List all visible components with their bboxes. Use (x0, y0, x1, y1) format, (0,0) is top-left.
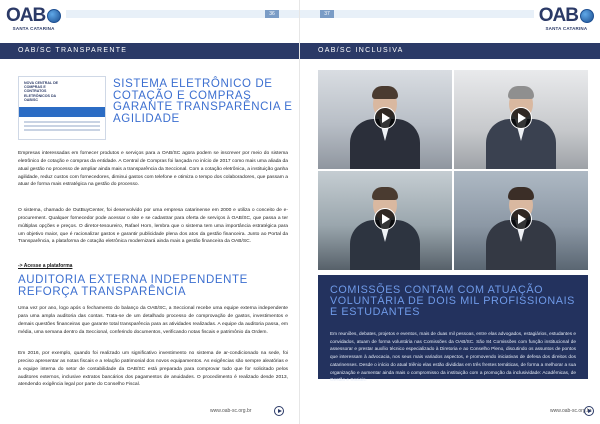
play-button-icon[interactable] (374, 208, 396, 230)
oab-logo (6, 6, 61, 31)
access-platform-link[interactable]: -> Acesse a plataforma (18, 263, 73, 269)
paragraph: Em 2016, por exemplo, quando foi realizado um significativo investimento no sistema de ar-condicionado na sede, foi preciso apresentar as notas fiscais e a relação patrimonial dos novos equipamentos. As exigências são sempre aleatórias e a equipe interna do setor de contabilidade da OAB/SC está preparada para comprovar tudo que for solicitado pelos auditores externos, inclusive extratos bancários dos pagamentos de anuidades. O procedimento é realizado desde 2013, atendendo exigência legal por parte do Conselho Fiscal. (18, 351, 288, 388)
video-thumbnail[interactable] (454, 171, 588, 270)
paragraph: Em reuniões, debates, projetos e eventos, mais de duas mil pessoas, entre elas advogados, estagiários, estudantes e convidados, atuam de forma voluntária nas Comissões da OAB/SC. São 84 Comissões com função institucional de assessorar e prestar auxílio técnico especializado à Diretoria e ao Conselho Pleno, discutindo os assuntos de pontos que interessam à advocacia, nos seus mais variados aspectos, e promovendo iniciativas de defesa dos direitos dos catarinenses. Desde o início do atual triênio elas estão divididas em três frentes temáticas, de forma a melhorar a sua organização e aumentar ainda mais o compromisso da instituição com a promoção da inclusividade: Acadêmicas, de Gestão e Sociais. (330, 331, 576, 383)
article-title: SISTEMA ELETRÔNICO DE COTAÇÃO E COMPRAS GARANTE TRANSPARÊNCIA E AGILIDADE (113, 78, 293, 125)
play-circle-icon[interactable] (584, 406, 594, 416)
video-thumbnail[interactable] (318, 70, 452, 169)
section-label: OAB/SC INCLUSIVA (300, 43, 600, 59)
play-button-icon[interactable] (374, 107, 396, 129)
thumbnail-title: NOVA CENTRAL DE COMPRAS E CONTRATOS ELETRÔNICOS DA OAB/SC (24, 81, 59, 102)
paragraph: O sistema, chamado de OutBuyCenter, foi desenvolvido por uma empresa catarinense em 2000 e utiliza o conceito de e-procurement. Qualquer fornecedor pode acessar o site e se cadastrar para oferta de serviços à OAB/SC, que passa a ter múltiplas opções e preços. O diretor-tesoureiro, Rafael Horn, lembra que o sistema tem uma importância estratégica para um objetivo maior, que é racionalizar gastos e garantir publicidade plena dos atos da gestão financeira. Junto ao Portal da Transparência, a plataforma de cotação eletrônica modernizará ainda mais a gestão financeira da OAB/SC. (18, 208, 288, 245)
footer-url[interactable]: www.oab-sc.org.br (210, 408, 252, 414)
paragraph: Empresas interessadas em fornecer produtos e serviços para a OAB/SC agora podem se inscrever por meio do sistema eletrônico de cotação e compras da entidade. A Central de Compras foi lançada no início de 2017 como mais uma aliada da atual gestão no processo de ampliar ainda mais a transparência da Seccional. Com a cotação eletrônica, a instituição ganha agilidade, reduz custos com fornecedores, diminui gastos com telefone e otimiza o tempo dos colaboradores, que passam a atuar de forma mais estratégica na gestão do processo. (18, 151, 288, 188)
oab-logo (539, 6, 594, 31)
audit-title: AUDITORIA EXTERNA INDEPENDENTE REFORÇA TRANSPARÊNCIA (18, 274, 248, 298)
paragraph: Uma vez por ano, logo após o fechamento do balanço da OAB/SC, a Seccional recebe uma equipe externa independente para uma ampla auditoria das contas. Trata-se de um detalhado processo de comprovação de gastos, investimentos e demais questões financeiras que garante total transparência para as atividades realizadas. A equipe da auditoria passa, em média, uma semana dentro da Seccional, conferindo documentos, verificando notas fiscais e patrimônio da Ordem. (18, 306, 288, 335)
document-thumbnail (18, 76, 106, 140)
play-button-icon[interactable] (510, 107, 532, 129)
right-page (300, 0, 600, 424)
globe-icon (47, 9, 61, 23)
logo-subtitle: SANTA CATARINA (12, 26, 55, 31)
header-bar (300, 10, 534, 18)
thumbnail-band (19, 107, 105, 117)
thumbnail-lines (24, 121, 100, 133)
page-number: 37 (320, 10, 334, 18)
section-label: OAB/SC TRANSPARENTE (0, 43, 299, 59)
commission-box (318, 275, 588, 383)
play-circle-icon[interactable] (274, 406, 284, 416)
play-button-icon[interactable] (510, 208, 532, 230)
commission-title: COMISSÕES CONTAM COM ATUAÇÃO VOLUNTÁRIA DE DOIS MIL PROFISSIONAIS E ESTUDANTES (330, 284, 575, 318)
video-thumbnail[interactable] (454, 70, 588, 169)
video-grid (318, 70, 588, 270)
logo-subtitle: SANTA CATARINA (545, 26, 588, 31)
video-thumbnail[interactable] (318, 171, 452, 270)
page-number: 36 (265, 10, 279, 18)
globe-icon (580, 9, 594, 23)
logo-text: OAB (538, 5, 578, 26)
logo-text: OAB (6, 5, 46, 26)
footer-url[interactable]: www.oab-sc.org.br (550, 408, 592, 414)
